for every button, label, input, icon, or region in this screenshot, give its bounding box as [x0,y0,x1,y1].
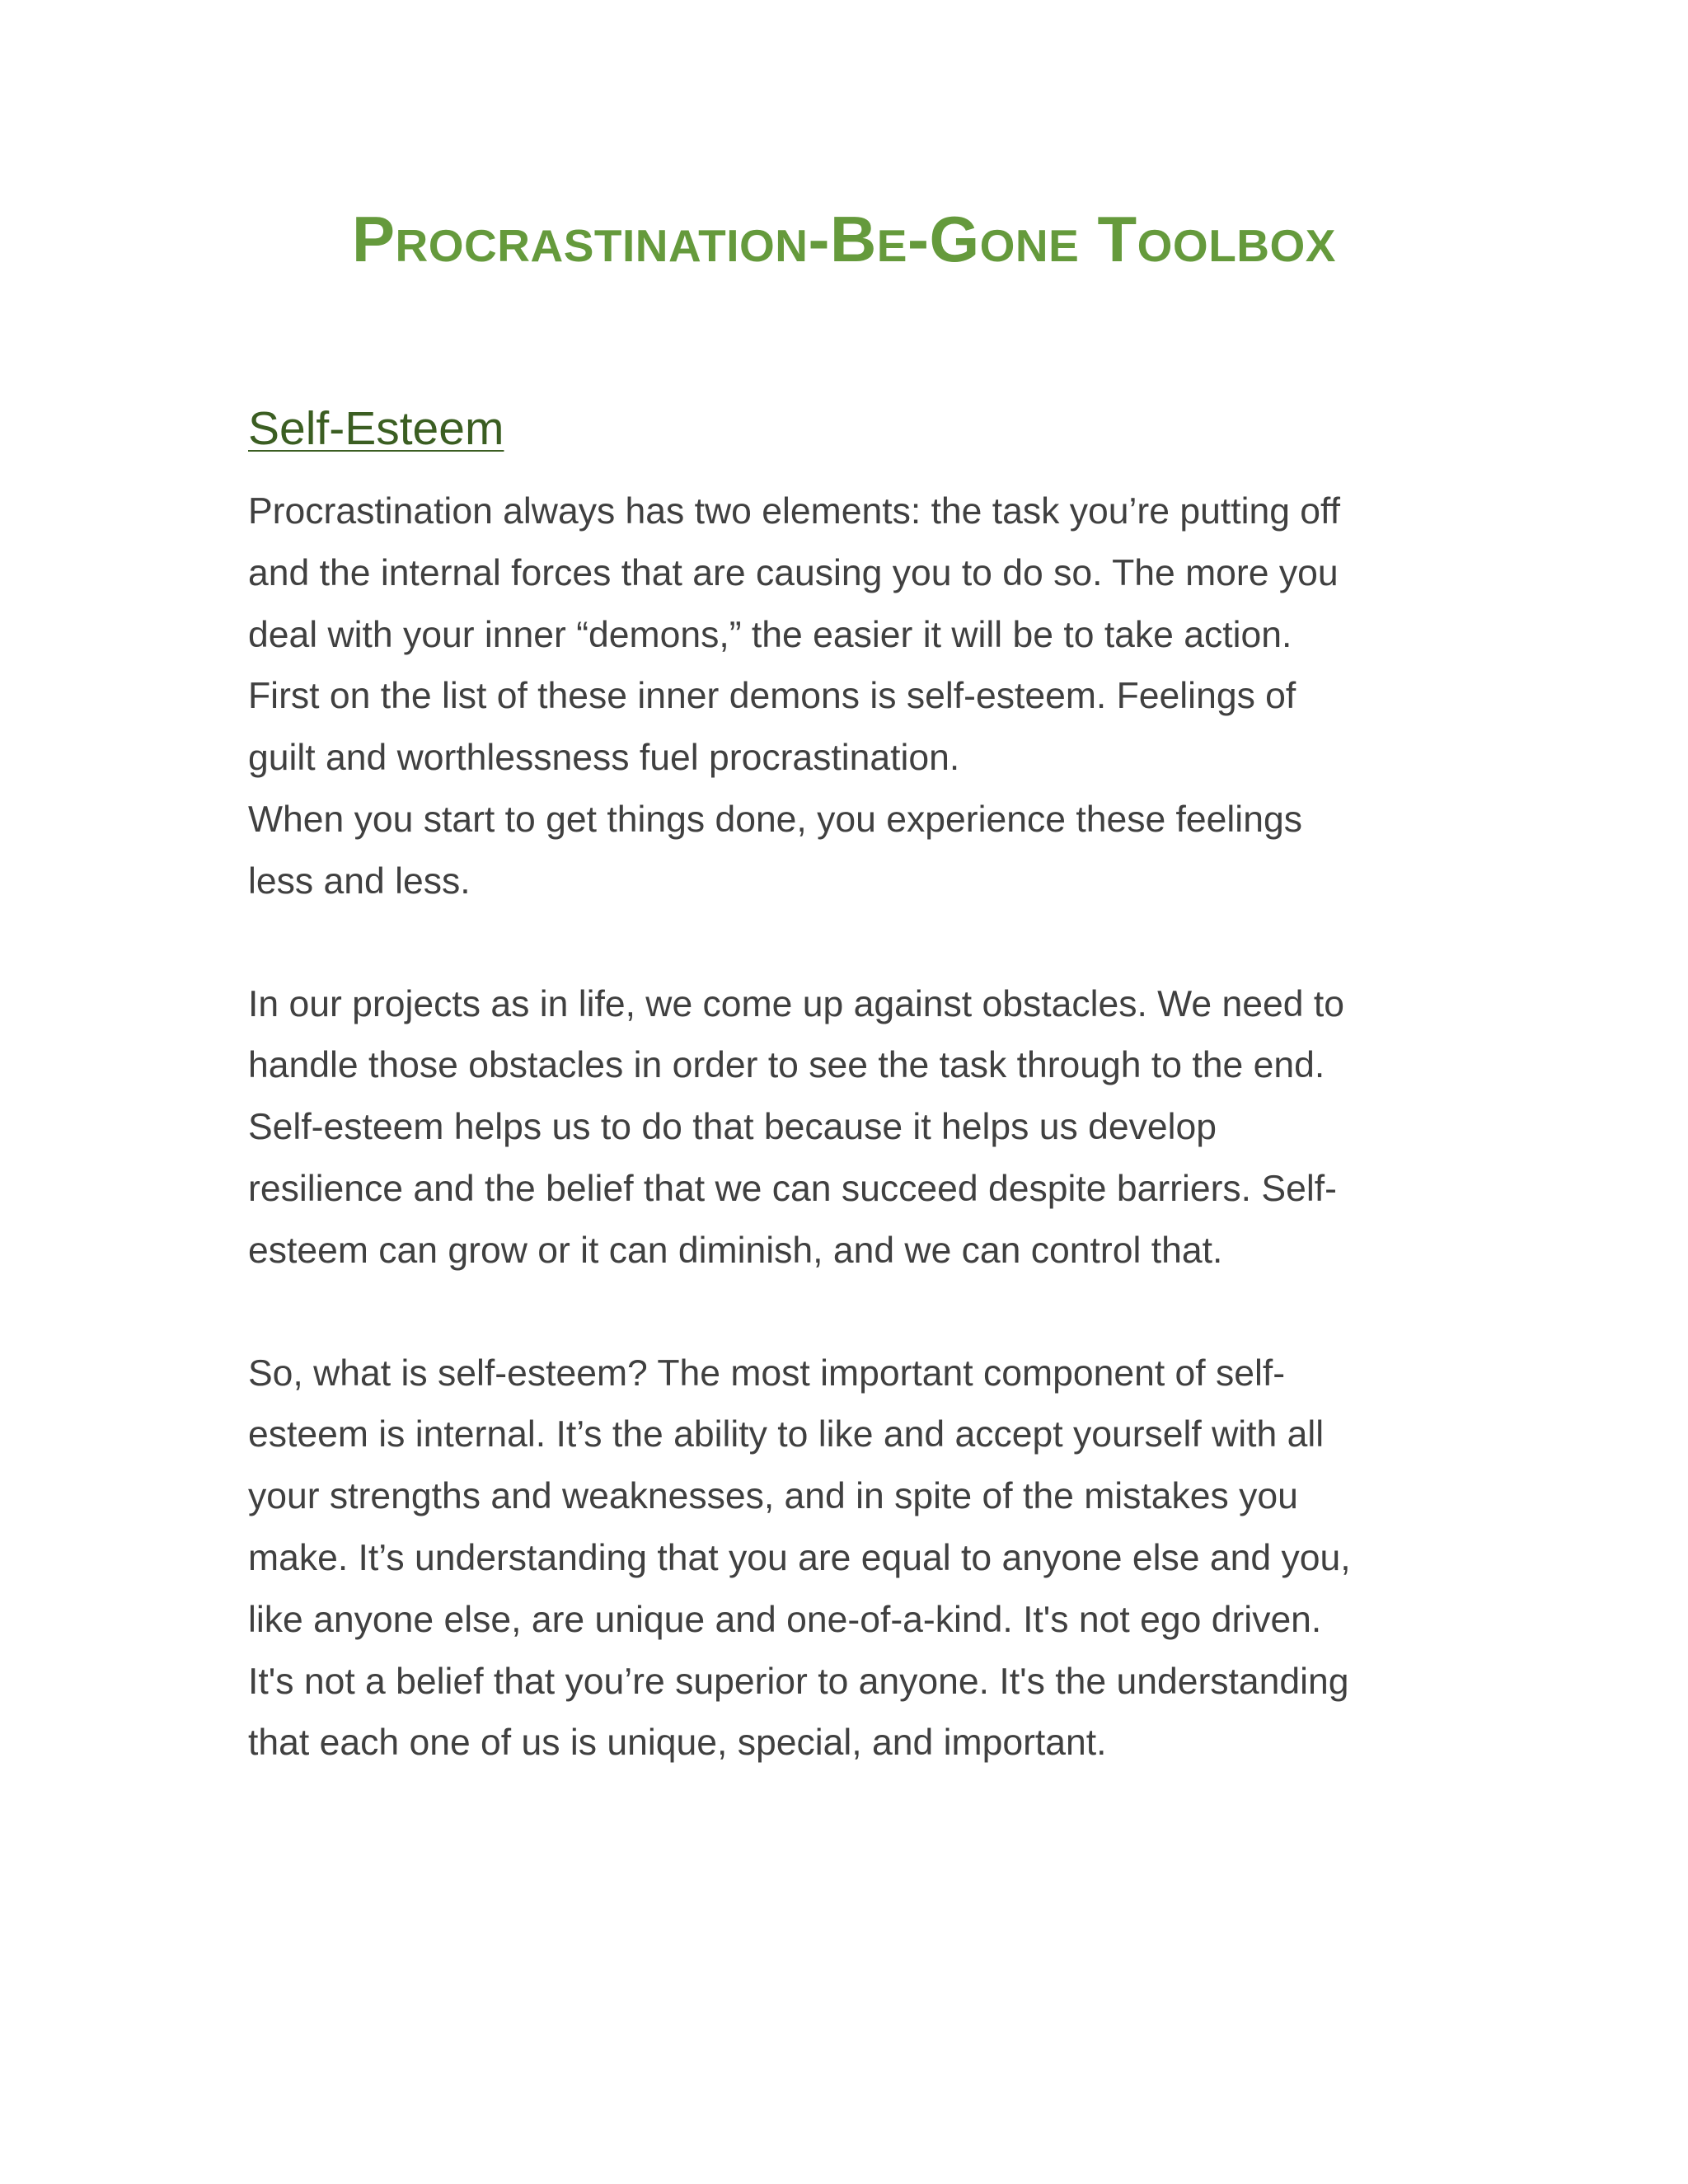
paragraph-line: that each one of us is unique, special, and important. [248,1722,1107,1764]
paragraph-line: make. It’s understanding that you are equal to anyone else and you, [248,1537,1351,1578]
paragraph-line: less and less. [248,860,471,902]
paragraph-1 [248,481,1451,790]
paragraph-line: your strengths and weaknesses, and in spite of the mistakes you [248,1476,1298,1517]
paragraph-line: like anyone else, are unique and one-of-a-kind. It's not ego driven. [248,1599,1322,1640]
paragraph-line: So, what is self-esteem? The most important component of self- [248,1352,1286,1394]
paragraph-line: and the internal forces that are causing you to do so. The more you [248,552,1339,593]
paragraph-line: It's not a belief that you’re superior to anyone. It's the understanding [248,1661,1349,1702]
document-title: Procrastination-Be-Gone Toolbox [352,203,1336,275]
paragraph-line: In our projects as in life, we come up against obstacles. We need to [248,983,1344,1024]
paragraph-line: Procrastination always has two elements: the task you’re putting off [248,491,1340,532]
paragraph-line: esteem can grow or it can diminish, and we can control that. [248,1230,1223,1271]
paragraph-4 [248,1343,1451,1775]
paragraph-3 [248,974,1451,1282]
paragraph-line: First on the list of these inner demons is self-esteem. Feelings of [248,676,1296,717]
document-body [248,394,1451,1774]
paragraph-line: handle those obstacles in order to see the task through to the end. [248,1045,1325,1086]
paragraph-line: guilt and worthlessness fuel procrastination. [248,738,960,779]
paragraph-line: When you start to get things done, you experience these feelings [248,799,1302,840]
paragraph-line: esteem is internal. It’s the ability to like and accept yourself with all [248,1414,1325,1455]
section-heading: Self-Esteem [248,402,504,455]
paragraph-2 [248,790,1451,913]
paragraph-line: resilience and the belief that we can succeed despite barriers. Self- [248,1168,1337,1209]
paragraph-line: Self-esteem helps us to do that because it helps us develop [248,1107,1217,1148]
paragraph-line: deal with your inner “demons,” the easier it will be to take action. [248,614,1292,655]
